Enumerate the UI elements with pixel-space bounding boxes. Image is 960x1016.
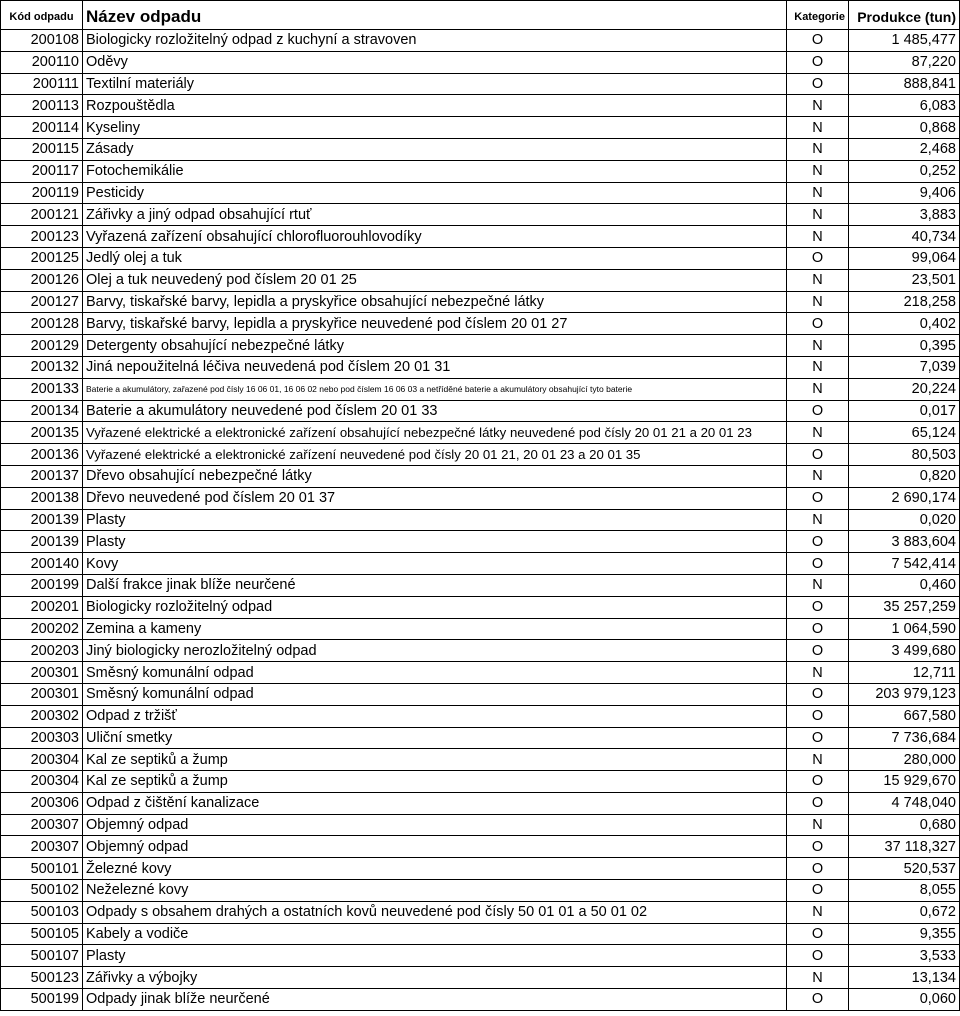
cell-code: 200134 [1,400,83,422]
cell-production: 37 118,327 [849,836,960,858]
cell-category: N [787,574,849,596]
cell-category: N [787,422,849,444]
table-row [1,313,960,335]
cell-code: 200301 [1,683,83,705]
table-row [1,880,960,902]
cell-production: 888,841 [849,73,960,95]
cell-category: O [787,51,849,73]
cell-code: 200125 [1,247,83,269]
cell-category: O [787,989,849,1011]
cell-production: 0,868 [849,117,960,139]
cell-name: Olej a tuk neuvedený pod číslem 20 01 25 [83,269,787,291]
cell-name: Biologicky rozložitelný odpad z kuchyní a stravoven [83,30,787,52]
cell-production: 12,711 [849,662,960,684]
cell-code: 200111 [1,73,83,95]
cell-name: Směsný komunální odpad [83,683,787,705]
cell-production: 20,224 [849,378,960,400]
header-name: Název odpadu [83,1,787,30]
cell-category: N [787,662,849,684]
cell-production: 1 485,477 [849,30,960,52]
cell-name: Odpad z čištění kanalizace [83,792,787,814]
cell-name: Kal ze septiků a žump [83,771,787,793]
cell-name: Jedlý olej a tuk [83,247,787,269]
cell-category: N [787,269,849,291]
table-row [1,749,960,771]
cell-production: 2 690,174 [849,487,960,509]
cell-production: 35 257,259 [849,596,960,618]
cell-category: N [787,160,849,182]
cell-code: 200133 [1,378,83,400]
cell-name: Objemný odpad [83,836,787,858]
cell-production: 0,680 [849,814,960,836]
cell-name: Detergenty obsahující nebezpečné látky [83,335,787,357]
cell-code: 200199 [1,574,83,596]
cell-code: 200129 [1,335,83,357]
cell-code: 200302 [1,705,83,727]
cell-name: Neželezné kovy [83,880,787,902]
table-row [1,553,960,575]
header-category: Kategorie [787,1,849,30]
cell-production: 203 979,123 [849,683,960,705]
table-row [1,771,960,793]
cell-production: 9,406 [849,182,960,204]
cell-category: O [787,73,849,95]
cell-name: Zářivky a jiný odpad obsahující rtuť [83,204,787,226]
cell-category: N [787,204,849,226]
cell-category: O [787,923,849,945]
table-row [1,73,960,95]
cell-production: 0,252 [849,160,960,182]
cell-category: O [787,705,849,727]
table-row [1,923,960,945]
table-row [1,291,960,313]
header-row [1,1,960,30]
cell-code: 500102 [1,880,83,902]
cell-category: O [787,945,849,967]
table-row [1,662,960,684]
cell-code: 200202 [1,618,83,640]
table-row [1,596,960,618]
cell-code: 200307 [1,814,83,836]
table-row [1,858,960,880]
table-row [1,465,960,487]
cell-category: O [787,880,849,902]
table-row [1,269,960,291]
cell-production: 7,039 [849,356,960,378]
cell-code: 200304 [1,771,83,793]
cell-name: Plasty [83,531,787,553]
cell-category: N [787,509,849,531]
cell-name: Odpady jinak blíže neurčené [83,989,787,1011]
cell-category: O [787,640,849,662]
cell-name: Plasty [83,945,787,967]
cell-category: N [787,378,849,400]
table-row [1,30,960,52]
cell-production: 87,220 [849,51,960,73]
table-row [1,901,960,923]
cell-production: 3 883,604 [849,531,960,553]
cell-category: O [787,553,849,575]
table-row [1,945,960,967]
cell-category: N [787,465,849,487]
table-row [1,51,960,73]
cell-name: Vyřazené elektrické a elektronické zařízení neuvedené pod čísly 20 01 21, 20 01 23 a 20 01 35 [83,444,787,466]
cell-name: Kovy [83,553,787,575]
table-row [1,247,960,269]
cell-code: 200203 [1,640,83,662]
cell-category: N [787,335,849,357]
cell-name: Objemný odpad [83,814,787,836]
cell-code: 200108 [1,30,83,52]
cell-name: Zásady [83,138,787,160]
cell-name: Kyseliny [83,117,787,139]
cell-name: Rozpouštědla [83,95,787,117]
cell-name: Uliční smetky [83,727,787,749]
cell-category: N [787,117,849,139]
cell-production: 280,000 [849,749,960,771]
cell-production: 0,060 [849,989,960,1011]
table-row [1,836,960,858]
cell-code: 200127 [1,291,83,313]
cell-code: 500101 [1,858,83,880]
cell-production: 3,533 [849,945,960,967]
table-header [1,1,960,30]
cell-code: 200123 [1,226,83,248]
table-row [1,727,960,749]
cell-name: Zářivky a výbojky [83,967,787,989]
cell-name: Plasty [83,509,787,531]
cell-code: 200110 [1,51,83,73]
table-row [1,705,960,727]
cell-category: O [787,771,849,793]
cell-name: Fotochemikálie [83,160,787,182]
cell-name: Baterie a akumulátory, zařazené pod čísly 16 06 01, 16 06 02 nebo pod číslem 16 06 03 a netříděné baterie a akumulátory obsahující tyto baterie [83,378,787,400]
cell-code: 200114 [1,117,83,139]
cell-name: Oděvy [83,51,787,73]
table-row [1,640,960,662]
cell-code: 200117 [1,160,83,182]
cell-production: 1 064,590 [849,618,960,640]
table-row [1,487,960,509]
cell-category: N [787,749,849,771]
table-body [1,30,960,1011]
table-row [1,226,960,248]
cell-code: 200115 [1,138,83,160]
header-production: Produkce (tun) [849,1,960,30]
table-row [1,335,960,357]
cell-production: 0,402 [849,313,960,335]
cell-category: N [787,291,849,313]
cell-category: N [787,814,849,836]
cell-production: 218,258 [849,291,960,313]
cell-production: 0,672 [849,901,960,923]
cell-production: 667,580 [849,705,960,727]
cell-code: 200128 [1,313,83,335]
cell-production: 80,503 [849,444,960,466]
cell-production: 3,883 [849,204,960,226]
cell-production: 15 929,670 [849,771,960,793]
table-row [1,117,960,139]
cell-code: 200113 [1,95,83,117]
cell-category: N [787,967,849,989]
cell-production: 0,820 [849,465,960,487]
cell-name: Dřevo neuvedené pod číslem 20 01 37 [83,487,787,509]
cell-category: O [787,683,849,705]
cell-production: 520,537 [849,858,960,880]
cell-code: 200119 [1,182,83,204]
cell-code: 200138 [1,487,83,509]
cell-code: 200306 [1,792,83,814]
cell-code: 200301 [1,662,83,684]
cell-code: 200307 [1,836,83,858]
table-row [1,683,960,705]
cell-category: O [787,487,849,509]
table-row [1,160,960,182]
cell-code: 200136 [1,444,83,466]
cell-production: 65,124 [849,422,960,444]
cell-name: Jiný biologicky nerozložitelný odpad [83,640,787,662]
cell-production: 2,468 [849,138,960,160]
table-row [1,792,960,814]
cell-name: Textilní materiály [83,73,787,95]
table-row [1,531,960,553]
cell-category: O [787,727,849,749]
cell-production: 3 499,680 [849,640,960,662]
table-row [1,444,960,466]
cell-category: O [787,836,849,858]
cell-category: O [787,618,849,640]
cell-category: O [787,400,849,422]
cell-code: 500123 [1,967,83,989]
cell-name: Kabely a vodiče [83,923,787,945]
cell-name: Zemina a kameny [83,618,787,640]
table-row [1,95,960,117]
table-row [1,814,960,836]
cell-production: 0,395 [849,335,960,357]
cell-code: 200304 [1,749,83,771]
cell-category: N [787,95,849,117]
cell-name: Jiná nepoužitelná léčiva neuvedená pod číslem 20 01 31 [83,356,787,378]
cell-name: Pesticidy [83,182,787,204]
cell-name: Barvy, tiskařské barvy, lepidla a pryskyřice neuvedené pod číslem 20 01 27 [83,313,787,335]
cell-name: Železné kovy [83,858,787,880]
cell-code: 500107 [1,945,83,967]
table-row [1,422,960,444]
cell-production: 13,134 [849,967,960,989]
cell-production: 0,020 [849,509,960,531]
cell-code: 200139 [1,509,83,531]
cell-code: 200132 [1,356,83,378]
cell-name: Další frakce jinak blíže neurčené [83,574,787,596]
cell-code: 500105 [1,923,83,945]
cell-name: Odpad z tržišť [83,705,787,727]
cell-category: N [787,182,849,204]
cell-production: 4 748,040 [849,792,960,814]
cell-category: N [787,138,849,160]
cell-code: 200135 [1,422,83,444]
cell-code: 200303 [1,727,83,749]
cell-code: 200137 [1,465,83,487]
cell-name: Kal ze septiků a žump [83,749,787,771]
cell-code: 200121 [1,204,83,226]
table-row [1,967,960,989]
cell-category: O [787,444,849,466]
table-row [1,378,960,400]
cell-category: O [787,313,849,335]
table-row [1,509,960,531]
cell-production: 0,460 [849,574,960,596]
cell-category: O [787,531,849,553]
table-row [1,138,960,160]
cell-code: 200139 [1,531,83,553]
cell-name: Odpady s obsahem drahých a ostatních kovů neuvedené pod čísly 50 01 01 a 50 01 02 [83,901,787,923]
cell-name: Vyřazená zařízení obsahující chlorofluorouhlovodíky [83,226,787,248]
table-row [1,574,960,596]
cell-production: 6,083 [849,95,960,117]
table-row [1,618,960,640]
cell-category: N [787,356,849,378]
cell-category: O [787,858,849,880]
cell-production: 7 736,684 [849,727,960,749]
cell-code: 200140 [1,553,83,575]
cell-category: O [787,792,849,814]
table-row [1,356,960,378]
cell-production: 23,501 [849,269,960,291]
table-row [1,400,960,422]
cell-name: Směsný komunální odpad [83,662,787,684]
cell-category: O [787,247,849,269]
header-code: Kód odpadu [1,1,83,30]
cell-category: O [787,596,849,618]
cell-production: 7 542,414 [849,553,960,575]
table-row [1,204,960,226]
cell-category: N [787,901,849,923]
cell-production: 0,017 [849,400,960,422]
cell-name: Barvy, tiskařské barvy, lepidla a pryskyřice obsahující nebezpečné látky [83,291,787,313]
cell-code: 500103 [1,901,83,923]
cell-category: N [787,226,849,248]
cell-production: 40,734 [849,226,960,248]
cell-production: 99,064 [849,247,960,269]
cell-code: 500199 [1,989,83,1011]
cell-category: O [787,30,849,52]
table-row [1,182,960,204]
cell-name: Baterie a akumulátory neuvedené pod číslem 20 01 33 [83,400,787,422]
table-row [1,989,960,1011]
cell-code: 200126 [1,269,83,291]
cell-code: 200201 [1,596,83,618]
cell-name: Vyřazené elektrické a elektronické zařízení obsahující nebezpečné látky neuvedené pod čísly 20 01 21 a 20 01 23 [83,422,787,444]
cell-name: Dřevo obsahující nebezpečné látky [83,465,787,487]
cell-production: 8,055 [849,880,960,902]
cell-name: Biologicky rozložitelný odpad [83,596,787,618]
cell-production: 9,355 [849,923,960,945]
